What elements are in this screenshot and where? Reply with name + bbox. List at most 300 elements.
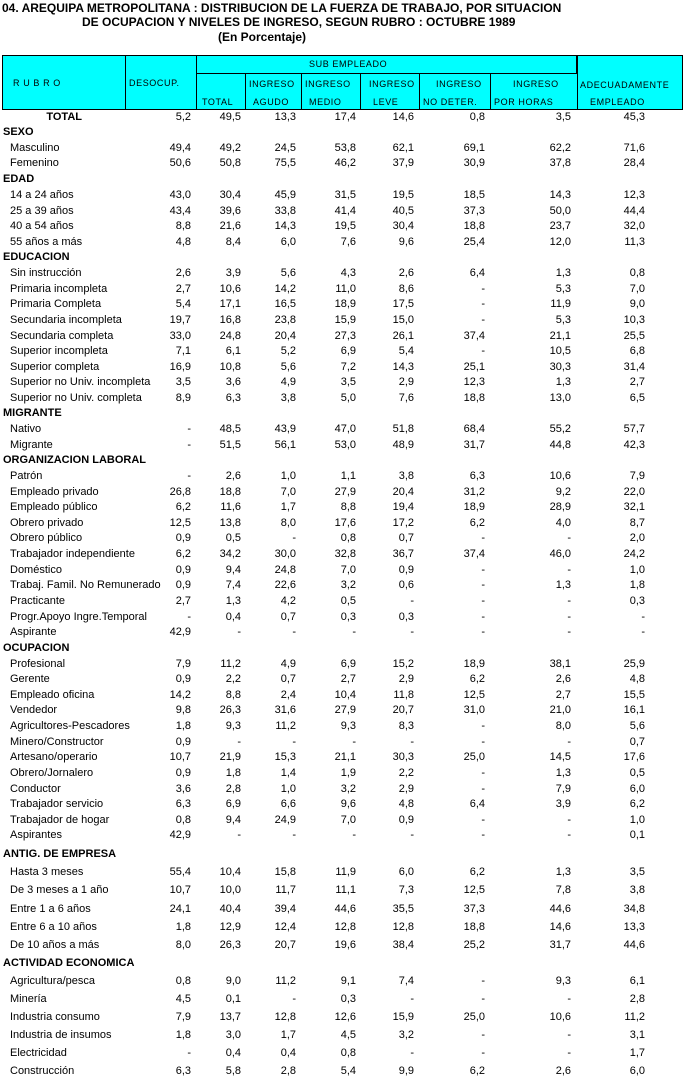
table-cell: 11,7 bbox=[275, 884, 296, 896]
table-cell: 12,4 bbox=[274, 921, 296, 933]
table-cell: 17,5 bbox=[392, 298, 414, 310]
row-label: Trabaj. Famil. No Remunerado bbox=[10, 579, 161, 591]
table-cell: - bbox=[481, 783, 485, 795]
table-cell: 11,8 bbox=[393, 689, 414, 701]
table-cell: 1,0 bbox=[629, 814, 645, 826]
table-cell: 5,6 bbox=[280, 267, 296, 279]
table-cell: 1,7 bbox=[280, 501, 296, 513]
table-cell: 41,4 bbox=[334, 205, 356, 217]
table-cell: 44,6 bbox=[334, 903, 356, 915]
table-cell: 8,4 bbox=[225, 236, 241, 248]
table-cell: - bbox=[481, 1047, 485, 1059]
table-cell: 25,9 bbox=[623, 658, 645, 670]
table-cell: 57,7 bbox=[623, 423, 645, 435]
table-cell: 14,5 bbox=[549, 751, 571, 763]
table-cell: 21,9 bbox=[219, 751, 241, 763]
table-cell: 31,4 bbox=[623, 361, 645, 373]
table-cell: 45,3 bbox=[623, 111, 645, 123]
table-cell: - bbox=[481, 595, 485, 607]
table-cell: - bbox=[481, 767, 485, 779]
table-cell: 44,6 bbox=[623, 939, 645, 951]
table-row bbox=[0, 782, 685, 797]
table-cell: 6,9 bbox=[340, 658, 356, 670]
table-cell: 18,9 bbox=[463, 658, 485, 670]
table-cell: 55,4 bbox=[169, 866, 191, 878]
table-cell: - bbox=[292, 993, 296, 1005]
table-cell: 1,3 bbox=[555, 376, 571, 388]
table-cell: 6,3 bbox=[175, 798, 191, 810]
table-cell: - bbox=[292, 626, 296, 638]
table-cell: 43,4 bbox=[169, 205, 191, 217]
table-cell: 14,6 bbox=[549, 921, 571, 933]
table-cell: 11,9 bbox=[550, 298, 571, 310]
header-sub-empleado: SUB EMPLEADO bbox=[196, 55, 577, 74]
table-cell: 5,3 bbox=[555, 283, 571, 295]
table-cell: 32,8 bbox=[334, 548, 356, 560]
table-cell: 12,5 bbox=[463, 884, 485, 896]
row-label: Vendedor bbox=[10, 704, 58, 716]
table-row bbox=[0, 657, 685, 672]
table-cell: 3,2 bbox=[398, 1029, 414, 1041]
table-cell: 1,8 bbox=[175, 1029, 191, 1041]
header-desocup: DESOCUP. bbox=[125, 55, 197, 110]
table-cell: 7,8 bbox=[555, 884, 571, 896]
table-row bbox=[0, 992, 685, 1007]
row-label: Empleado público bbox=[10, 501, 98, 513]
table-cell: 3,6 bbox=[225, 376, 241, 388]
table-cell: 1,8 bbox=[175, 720, 191, 732]
table-cell: 7,4 bbox=[225, 579, 241, 591]
table-cell: 9,6 bbox=[398, 236, 414, 248]
table-cell: 53,8 bbox=[334, 142, 356, 154]
section-header-row bbox=[0, 956, 685, 971]
table-cell: 14,2 bbox=[274, 283, 296, 295]
table-cell: 10,4 bbox=[219, 866, 241, 878]
table-cell: - bbox=[481, 626, 485, 638]
table-cell: - bbox=[410, 736, 414, 748]
table-cell: - bbox=[292, 736, 296, 748]
table-row bbox=[0, 313, 685, 328]
table-cell: 24,8 bbox=[274, 564, 296, 576]
table-cell: 2,9 bbox=[398, 673, 414, 685]
row-label: Primaria incompleta bbox=[10, 283, 108, 295]
table-row bbox=[0, 297, 685, 312]
table-cell: 6,2 bbox=[469, 1065, 485, 1077]
table-cell: 17,6 bbox=[334, 517, 356, 529]
section-label: EDUCACION bbox=[3, 251, 70, 263]
table-cell: 16,5 bbox=[274, 298, 296, 310]
row-label: Primaria Completa bbox=[10, 298, 102, 310]
table-cell: 2,8 bbox=[629, 993, 645, 1005]
table-cell: 3,0 bbox=[225, 1029, 241, 1041]
table-cell: 0,9 bbox=[175, 673, 191, 685]
table-row bbox=[0, 375, 685, 390]
table-cell: 8,7 bbox=[629, 517, 645, 529]
table-cell: 4,9 bbox=[280, 658, 296, 670]
table-cell: - bbox=[352, 736, 356, 748]
table-cell: 2,9 bbox=[398, 783, 414, 795]
table-cell: 0,9 bbox=[398, 564, 414, 576]
table-cell: 24,1 bbox=[169, 903, 191, 915]
table-cell: 2,0 bbox=[629, 532, 645, 544]
row-label: Masculino bbox=[10, 142, 60, 154]
table-cell: 12,0 bbox=[549, 236, 571, 248]
row-label: De 10 años a más bbox=[10, 939, 100, 951]
table-cell: 7,9 bbox=[629, 470, 645, 482]
table-cell: 19,4 bbox=[392, 501, 414, 513]
table-cell: 1,9 bbox=[340, 767, 356, 779]
table-cell: 18,8 bbox=[463, 921, 485, 933]
table-cell: 32,1 bbox=[623, 501, 645, 513]
table-cell: - bbox=[567, 736, 571, 748]
table-cell: - bbox=[481, 720, 485, 732]
table-cell: 3,6 bbox=[175, 783, 191, 795]
table-row bbox=[0, 235, 685, 250]
table-cell: 43,9 bbox=[274, 423, 296, 435]
table-cell: 49,5 bbox=[219, 111, 241, 123]
table-cell: 6,9 bbox=[340, 345, 356, 357]
table-cell: 0,8 bbox=[469, 111, 485, 123]
row-label: Construcción bbox=[10, 1065, 75, 1077]
table-row bbox=[0, 920, 685, 935]
table-cell: 20,4 bbox=[392, 486, 414, 498]
row-label: Trabajador servicio bbox=[10, 798, 104, 810]
table-cell: 22,0 bbox=[623, 486, 645, 498]
table-cell: - bbox=[641, 626, 645, 638]
table-cell: 12,8 bbox=[392, 921, 414, 933]
table-row bbox=[0, 1064, 685, 1079]
table-cell: 0,1 bbox=[629, 829, 645, 841]
table-cell: 30,0 bbox=[274, 548, 296, 560]
table-cell: 33,0 bbox=[169, 330, 191, 342]
section-label: OCUPACION bbox=[3, 642, 70, 654]
table-cell: 75,5 bbox=[274, 157, 296, 169]
row-label: Hasta 3 meses bbox=[10, 866, 84, 878]
table-cell: 0,3 bbox=[629, 595, 645, 607]
table-cell: 7,9 bbox=[555, 783, 571, 795]
table-cell: 51,8 bbox=[392, 423, 414, 435]
row-label: 40 a 54 años bbox=[10, 220, 74, 232]
table-cell: 2,8 bbox=[225, 783, 241, 795]
table-cell: 36,7 bbox=[392, 548, 414, 560]
table-cell: 15,9 bbox=[334, 314, 356, 326]
table-row bbox=[0, 974, 685, 989]
table-cell: 37,9 bbox=[392, 157, 414, 169]
table-cell: 32,0 bbox=[623, 220, 645, 232]
table-cell: 0,9 bbox=[175, 579, 191, 591]
table-cell: 27,9 bbox=[334, 486, 356, 498]
table-cell: 37,3 bbox=[463, 903, 485, 915]
table-cell: - bbox=[292, 532, 296, 544]
table-row bbox=[0, 391, 685, 406]
table-cell: - bbox=[352, 626, 356, 638]
table-row bbox=[0, 865, 685, 880]
table-cell: 5,8 bbox=[225, 1065, 241, 1077]
table-cell: 8,0 bbox=[555, 720, 571, 732]
table-cell: 7,6 bbox=[340, 236, 356, 248]
table-cell: 27,9 bbox=[334, 704, 356, 716]
section-header-row bbox=[0, 847, 685, 862]
row-label: Doméstico bbox=[10, 564, 62, 576]
row-label: Profesional bbox=[10, 658, 66, 670]
table-cell: 2,6 bbox=[398, 267, 414, 279]
row-label: 14 a 24 años bbox=[10, 189, 74, 201]
table-cell: - bbox=[567, 611, 571, 623]
table-cell: 17,4 bbox=[334, 111, 356, 123]
table-cell: 2,6 bbox=[175, 267, 191, 279]
table-cell: 25,5 bbox=[623, 330, 645, 342]
table-cell: 13,3 bbox=[274, 111, 296, 123]
table-cell: 42,3 bbox=[623, 439, 645, 451]
table-cell: - bbox=[567, 595, 571, 607]
table-cell: 7,9 bbox=[175, 1011, 191, 1023]
row-label: Superior incompleta bbox=[10, 345, 108, 357]
table-cell: - bbox=[410, 993, 414, 1005]
table-cell: - bbox=[187, 1047, 191, 1059]
section-label: EDAD bbox=[3, 173, 35, 185]
table-cell: 25,0 bbox=[463, 1011, 485, 1023]
table-cell: 3,5 bbox=[340, 376, 356, 388]
row-label: Minero/Constructor bbox=[10, 736, 104, 748]
row-label: Industria de insumos bbox=[10, 1029, 112, 1041]
table-cell: 8,8 bbox=[175, 220, 191, 232]
table-cell: 11,2 bbox=[275, 975, 296, 987]
table-row bbox=[0, 531, 685, 546]
table-cell: 0,4 bbox=[225, 1047, 241, 1059]
table-cell: 11,0 bbox=[335, 283, 356, 295]
row-label: Industria consumo bbox=[10, 1011, 100, 1023]
row-label: Patrón bbox=[10, 470, 43, 482]
table-cell: 4,9 bbox=[280, 376, 296, 388]
table-cell: 2,7 bbox=[340, 673, 356, 685]
table-cell: 19,7 bbox=[169, 314, 191, 326]
table-cell: 7,0 bbox=[280, 486, 296, 498]
table-cell: 14,3 bbox=[274, 220, 296, 232]
table-cell: 30,4 bbox=[392, 220, 414, 232]
table-cell: 31,6 bbox=[274, 704, 296, 716]
table-cell: - bbox=[641, 611, 645, 623]
table-cell: 27,3 bbox=[334, 330, 356, 342]
table-row bbox=[0, 750, 685, 765]
row-label: Superior completa bbox=[10, 361, 100, 373]
table-row bbox=[0, 156, 685, 171]
table-cell: 42,9 bbox=[169, 626, 191, 638]
table-cell: 38,1 bbox=[549, 658, 571, 670]
table-cell: 9,0 bbox=[225, 975, 241, 987]
table-cell: 18,8 bbox=[219, 486, 241, 498]
row-label: Obrero privado bbox=[10, 517, 84, 529]
table-row bbox=[0, 735, 685, 750]
table-cell: 62,1 bbox=[392, 142, 414, 154]
table-cell: - bbox=[481, 736, 485, 748]
section-label: ANTIG. DE EMPRESA bbox=[3, 848, 117, 860]
section-header-row bbox=[0, 406, 685, 421]
table-row bbox=[0, 360, 685, 375]
table-cell: 6,2 bbox=[469, 866, 485, 878]
header-rubro: R U B R O bbox=[2, 55, 126, 110]
header-adecuadamente-empleado: ADECUADAMENTE EMPLEADO bbox=[577, 55, 683, 110]
table-cell: - bbox=[481, 579, 485, 591]
table-cell: 1,4 bbox=[280, 767, 296, 779]
table-cell: 11,2 bbox=[220, 658, 241, 670]
table-cell: 40,5 bbox=[392, 205, 414, 217]
table-cell: 25,0 bbox=[463, 751, 485, 763]
table-cell: 14,3 bbox=[549, 189, 571, 201]
table-cell: 44,8 bbox=[549, 439, 571, 451]
table-cell: 19,6 bbox=[334, 939, 356, 951]
table-cell: 8,8 bbox=[225, 689, 241, 701]
table-cell: 17,2 bbox=[392, 517, 414, 529]
table-cell: 7,3 bbox=[398, 884, 414, 896]
table-cell: 71,6 bbox=[623, 142, 645, 154]
table-cell: 7,2 bbox=[340, 361, 356, 373]
table-cell: 4,5 bbox=[175, 993, 191, 1005]
row-label: Secundaria completa bbox=[10, 330, 114, 342]
table-row bbox=[0, 797, 685, 812]
table-cell: 4,5 bbox=[340, 1029, 356, 1041]
table-cell: 0,8 bbox=[175, 975, 191, 987]
table-cell: 0,5 bbox=[340, 595, 356, 607]
table-cell: 12,5 bbox=[169, 517, 191, 529]
table-cell: 0,4 bbox=[225, 611, 241, 623]
table-cell: 13,3 bbox=[623, 921, 645, 933]
table-cell: 2,2 bbox=[398, 767, 414, 779]
table-cell: 21,1 bbox=[549, 330, 571, 342]
table-cell: 17,1 bbox=[219, 298, 241, 310]
table-cell: 2,7 bbox=[555, 689, 571, 701]
table-row bbox=[0, 516, 685, 531]
table-cell: 20,4 bbox=[274, 330, 296, 342]
table-cell: 6,5 bbox=[629, 392, 645, 404]
row-label: Aspirantes bbox=[10, 829, 62, 841]
table-cell: 10,5 bbox=[549, 345, 571, 357]
table-cell: 5,6 bbox=[280, 361, 296, 373]
table-cell: - bbox=[567, 829, 571, 841]
row-label: 25 a 39 años bbox=[10, 205, 74, 217]
table-row bbox=[0, 688, 685, 703]
table-cell: 0,8 bbox=[175, 814, 191, 826]
table-cell: 19,5 bbox=[392, 189, 414, 201]
table-cell: 39,6 bbox=[219, 205, 241, 217]
table-cell: - bbox=[481, 345, 485, 357]
table-row bbox=[0, 1046, 685, 1061]
table-cell: 18,5 bbox=[463, 189, 485, 201]
table-cell: 9,1 bbox=[340, 975, 356, 987]
table-cell: 10,4 bbox=[334, 689, 356, 701]
table-cell: 5,4 bbox=[340, 1065, 356, 1077]
table-cell: 6,1 bbox=[629, 975, 645, 987]
table-cell: - bbox=[567, 626, 571, 638]
table-cell: 6,3 bbox=[175, 1065, 191, 1077]
table-cell: 7,1 bbox=[175, 345, 191, 357]
table-cell: 37,4 bbox=[463, 548, 485, 560]
table-cell: 38,4 bbox=[392, 939, 414, 951]
table-cell: 0,5 bbox=[225, 532, 241, 544]
table-cell: 26,8 bbox=[169, 486, 191, 498]
table-cell: 3,5 bbox=[629, 866, 645, 878]
table-cell: 19,5 bbox=[334, 220, 356, 232]
table-cell: 9,2 bbox=[555, 486, 571, 498]
table-cell: 15,5 bbox=[623, 689, 645, 701]
table-cell: - bbox=[567, 993, 571, 1005]
table-cell: 4,8 bbox=[398, 798, 414, 810]
table-cell: - bbox=[481, 814, 485, 826]
table-cell: 12,9 bbox=[219, 921, 241, 933]
table-cell: 6,3 bbox=[225, 392, 241, 404]
table-cell: 12,8 bbox=[334, 921, 356, 933]
table-cell: 7,0 bbox=[629, 283, 645, 295]
table-row bbox=[0, 625, 685, 640]
table-cell: 30,4 bbox=[219, 189, 241, 201]
table-cell: 1,3 bbox=[555, 267, 571, 279]
table-cell: 11,9 bbox=[335, 866, 356, 878]
table-row bbox=[0, 563, 685, 578]
table-cell: 2,6 bbox=[225, 470, 241, 482]
table-cell: 69,1 bbox=[463, 142, 485, 154]
table-cell: 25,1 bbox=[463, 361, 485, 373]
table-cell: 24,2 bbox=[623, 548, 645, 560]
table-cell: 5,3 bbox=[555, 314, 571, 326]
table-cell: - bbox=[410, 626, 414, 638]
table-cell: - bbox=[237, 829, 241, 841]
table-cell: 17,6 bbox=[623, 751, 645, 763]
table-cell: 12,5 bbox=[463, 689, 485, 701]
table-cell: 1,8 bbox=[225, 767, 241, 779]
row-label: Sin instrucción bbox=[10, 267, 82, 279]
table-cell: 3,1 bbox=[629, 1029, 645, 1041]
row-label: Agricultura/pesca bbox=[10, 975, 95, 987]
table-cell: 1,3 bbox=[555, 767, 571, 779]
table-cell: 50,0 bbox=[549, 205, 571, 217]
table-cell: 10,3 bbox=[623, 314, 645, 326]
table-cell: 0,8 bbox=[340, 532, 356, 544]
table-cell: - bbox=[567, 814, 571, 826]
table-cell: - bbox=[187, 611, 191, 623]
table-cell: 68,4 bbox=[463, 423, 485, 435]
section-header-row bbox=[0, 641, 685, 656]
table-cell: 2,9 bbox=[398, 376, 414, 388]
table-cell: 7,0 bbox=[340, 564, 356, 576]
table-cell: 10,7 bbox=[169, 884, 191, 896]
table-cell: 24,8 bbox=[219, 330, 241, 342]
table-cell: 39,4 bbox=[274, 903, 296, 915]
table-cell: 26,3 bbox=[219, 704, 241, 716]
row-label: Nativo bbox=[10, 423, 42, 435]
table-cell: 23,7 bbox=[549, 220, 571, 232]
table-cell: - bbox=[567, 564, 571, 576]
table-cell: 20,7 bbox=[392, 704, 414, 716]
table-cell: 33,8 bbox=[274, 205, 296, 217]
table-cell: 1,0 bbox=[629, 564, 645, 576]
table-cell: 7,9 bbox=[175, 658, 191, 670]
row-label: 55 años a más bbox=[10, 236, 83, 248]
report-title-line-2: DE OCUPACION Y NIVELES DE INGRESO, SEGUN RUBRO : OCTUBRE 1989 bbox=[82, 15, 516, 29]
table-cell: 18,8 bbox=[463, 220, 485, 232]
table-row bbox=[0, 141, 685, 156]
table-cell: 8,0 bbox=[175, 939, 191, 951]
table-cell: 2,4 bbox=[280, 689, 296, 701]
table-cell: 49,4 bbox=[169, 142, 191, 154]
header-ingreso-leve: INGRESO LEVE bbox=[360, 73, 420, 110]
row-label: Electricidad bbox=[10, 1047, 67, 1059]
table-cell: 7,6 bbox=[398, 392, 414, 404]
table-cell: 5,4 bbox=[175, 298, 191, 310]
table-cell: 9,9 bbox=[398, 1065, 414, 1077]
table-cell: 3,9 bbox=[225, 267, 241, 279]
table-cell: 6,2 bbox=[175, 501, 191, 513]
section-header-row bbox=[0, 250, 685, 265]
table-row bbox=[0, 902, 685, 917]
